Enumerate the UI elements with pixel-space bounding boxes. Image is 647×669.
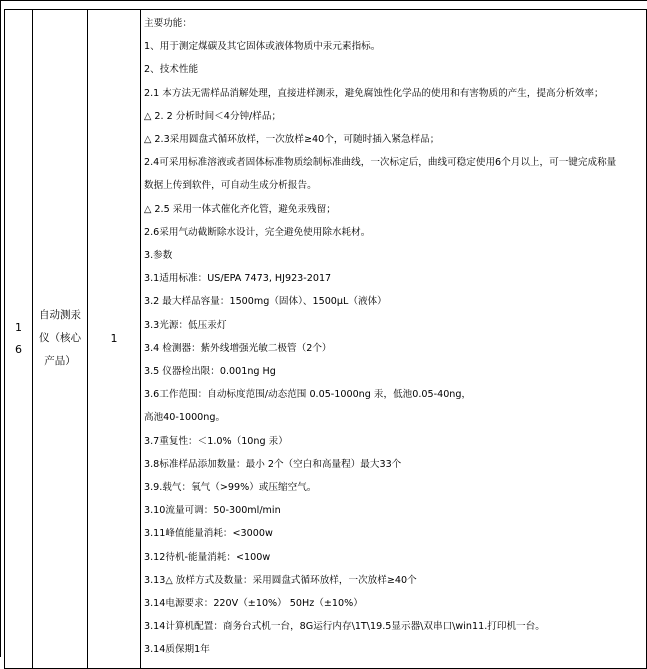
specification-cell <box>141 10 647 669</box>
spec-line: △ 2.5 采用一体式催化齐化管，避免汞残留； <box>144 203 336 215</box>
spec-line: 3.14计算机配置：商务台式机一台，8G运行内存\1T\19.5显示器\双串口\win11.打印机一台。 <box>144 621 545 633</box>
spec-line: 3.4 检测器：紫外线增强光敏二极管（2个） <box>144 342 332 354</box>
name-cell <box>33 10 88 669</box>
table-row <box>5 10 647 669</box>
spec-line: 2.6采用气动截断除水设计，完全避免使用除水耗材。 <box>144 226 371 238</box>
product-name: 自动测汞仪（核心产品） <box>39 309 81 368</box>
outer-frame-left <box>0 0 1 657</box>
spec-line: 2、技术性能 <box>144 64 199 76</box>
spec-line: 3.7重复性：＜1.0%（10ng 汞） <box>144 435 288 447</box>
spec-line: 3.9.载气：氧气（>99%）或压缩空气。 <box>144 482 317 494</box>
index-cell <box>5 10 33 669</box>
spec-line: △ 2.3采用圆盘式循环放样，一次放样≥40个，可随时插入紧急样品； <box>144 134 440 146</box>
spec-line: 3.2 最大样品容量：1500mg（固体）、1500μL（液体） <box>144 296 387 308</box>
spec-line: 2.1 本方法无需样品消解处理，直接进样测汞，避免腐蚀性化学品的使用和有害物质的产生，提高分析效率； <box>144 87 604 99</box>
spec-line: △ 2. 2 分析时间＜4分钟/样品； <box>144 110 282 122</box>
spec-line: 3.3光源：低压汞灯 <box>144 319 227 331</box>
spec-line: 3.13△ 放样方式及数量：采用圆盘式循环放样，一次放样≥40个 <box>144 574 417 586</box>
row-index: 1 6 <box>15 320 22 356</box>
spec-table <box>4 9 647 669</box>
spec-line: 3.1适用标准：US/EPA 7473, HJ923-2017 <box>144 273 332 285</box>
spec-line: 3.11峰值能量消耗：<3000w <box>144 528 273 540</box>
spec-line: 主要功能： <box>144 18 192 29</box>
spec-line: 3.6工作范围：自动标度范围/动态范围 0.05-1000ng 汞，低池0.05-40ng， <box>144 389 472 401</box>
spec-line: 3.5 仪器检出限：0.001ng Hg <box>144 366 276 378</box>
quantity-cell <box>88 10 141 669</box>
spec-line: 3.参数 <box>144 250 173 262</box>
spec-line: 3.8标准样品添加数量：最小 2个（空白和高量程）最大33个 <box>144 458 402 470</box>
spec-line: 3.12待机-能量消耗：<100w <box>144 551 271 563</box>
spec-line: 3.14质保期1年 <box>144 644 210 656</box>
specification-list <box>141 10 646 668</box>
spec-line: 2.4可采用标准溶液或者固体标准物质绘制标准曲线，一次标定后，曲线可稳定使用6个月以上，可一键完成称量 <box>144 157 617 169</box>
outer-frame-top <box>0 0 647 1</box>
spec-line: 3.10流量可调：50-300ml/min <box>144 505 281 517</box>
spec-line: 1、用于测定煤碳及其它固体或液体物质中汞元素指标。 <box>144 41 381 53</box>
spec-line: 数据上传到软件，可自动生成分析报告。 <box>144 180 317 192</box>
spec-line: 高池40-1000ng。 <box>144 412 226 424</box>
quantity: 1 <box>110 332 118 346</box>
spec-line: 3.14电源要求：220V（±10%） 50Hz（±10%） <box>144 598 363 610</box>
